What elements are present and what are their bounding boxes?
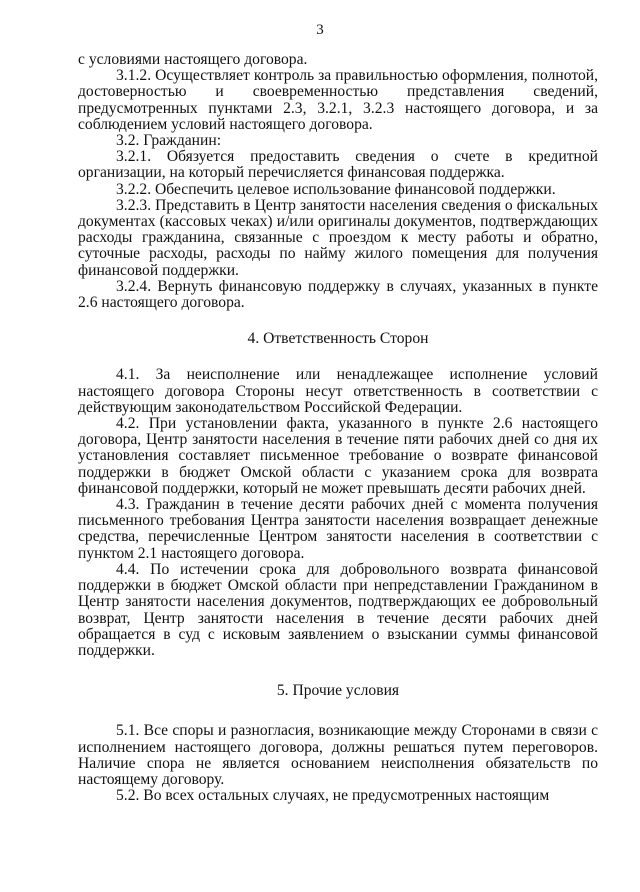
paragraph-continuation: с условиями настоящего договора. — [78, 51, 308, 68]
section-heading-5: 5. Прочие условия — [276, 682, 400, 700]
paragraph-4-2: 4.2. При установлении факта, указанного в пункте 2.6 настоящего договора, Центр занятости населения в течение пяти рабочих дней со дня их установления составляет письменное требование о возврате финансовой поддержки в бюджет Омской области с указанием срока для возврата финансовой поддержки, который не может превышать десяти рабочих дней. — [78, 415, 598, 497]
paragraph-4-3: 4.3. Гражданин в течение десяти рабочих дней с момента получения письменного требования Центра занятости населения возвращает денежные средства, перечисленные Центром занятости населения в соответствии с пунктом 2.1 настоящего договора. — [78, 496, 598, 562]
paragraph-4-4: 4.4. По истечении срока для добровольного возврата финансовой поддержки в бюджет Омской области при непредставлении Гражданином в Центр занятости населения документов, подтверждающих ее добровольный возврат, Центр занятости населения в течение десяти рабочих дней обращается в суд с исковым заявлением о взыскании суммы финансовой поддержки. — [78, 560, 598, 659]
paragraph-5-2: 5.2. Во всех остальных случаях, не предусмотренных настоящим — [116, 787, 550, 805]
paragraph-3-2-4: 3.2.4. Вернуть финансовую поддержку в случаях, указанных в пункте 2.6 настоящего договора. — [78, 277, 598, 312]
paragraph-3-2-1: 3.2.1. Обязуется предоставить сведения о счете в кредитной организации, на который перечисляется финансовая поддержка. — [78, 148, 598, 182]
page-number: 3 — [316, 22, 324, 38]
paragraph-5-1: 5.1. Все споры и разногласия, возникающие между Сторонами в связи с исполнением настоящего договора, должны решаться путем переговоров. Наличие спора не является основанием неисполнения обязательств по настоящему договору. — [78, 722, 598, 788]
paragraph-3-1-2: 3.1.2. Осуществляет контроль за правильностью оформления, полнотой, достоверностью и своевременностью представления сведений, предусмотренных пунктами 2.3, 3.2.1, 3.2.3 настоящего договора, и за соблюдением условий настоящего договора. — [78, 67, 598, 133]
paragraph-3-2-2: 3.2.2. Обеспечить целевое использование финансовой поддержки. — [116, 180, 556, 198]
paragraph-3-2: 3.2. Гражданин: — [116, 132, 222, 150]
paragraph-3-2-3: 3.2.3. Представить в Центр занятости населения сведения о фискальных документах (кассовых чеках) и/или оригиналы документов, подтверждающих расходы гражданина, связанные с проездом к месту работы и обратно, суточные расходы, расходы по найму жилого помещения для получения финансовой поддержки. — [78, 196, 598, 279]
section-heading-4: 4. Ответственность Сторон — [247, 330, 429, 348]
document-body — [78, 52, 598, 804]
paragraph-4-1: 4.1. За неисполнение или ненадлежащее исполнение условий настоящего договора Стороны несут ответственность в соответствии с действующим законодательством Российской Федерации. — [78, 366, 598, 416]
